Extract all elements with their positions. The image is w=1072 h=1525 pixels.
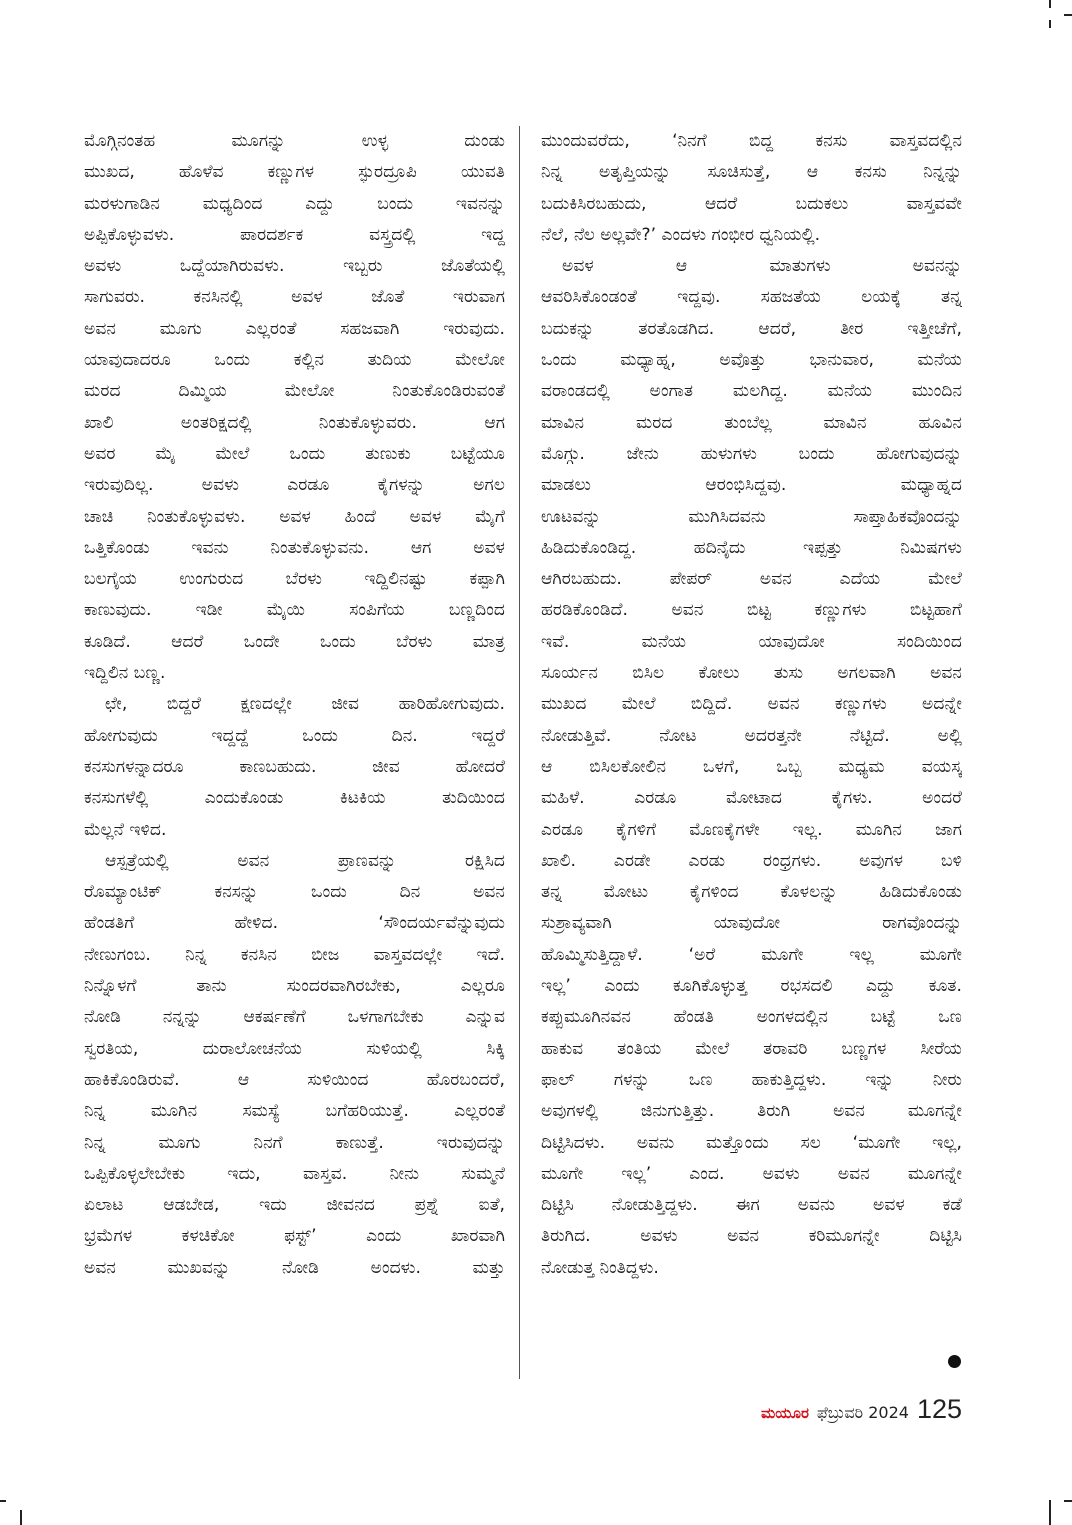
text-line: ಮರಳುಗಾಡಿನ ಮಧ್ಯದಿಂದ ಎದ್ದು ಬಂದು ಇವನನ್ನು: [84, 193, 505, 214]
text-line: ಮೂಗೇ ಇಲ್ಲ’ ಎಂದ. ಅವಳು ಅವನ ಮೂಗನ್ನೇ: [541, 1163, 962, 1184]
text-line: ಬದುಕನ್ನು ತರತೊಡಗಿದ. ಆದರೆ, ತೀರ ಇತ್ತೀಚೆಗೆ,: [541, 318, 962, 339]
text-line: ಅವಳು ಒದ್ದೆಯಾಗಿರುವಳು. ಇಬ್ಬರು ಜೊತೆಯಲ್ಲಿ: [84, 256, 505, 277]
column-divider: [519, 126, 520, 1379]
text-line: ಮಾವಿನ ಮರದ ತುಂಬೆಲ್ಲ ಮಾವಿನ ಹೂವಿನ: [541, 412, 962, 433]
text-line: ಅವನ ಮೂಗು ಎಲ್ಲರಂತೆ ಸಹಜವಾಗಿ ಇರುವುದು.: [84, 318, 505, 339]
text-line: ಸಾಗುವರು. ಕನಸಿನಲ್ಲಿ ಅವಳ ಜೊತೆ ಇರುವಾಗ: [84, 287, 505, 308]
text-line: ವರಾಂಡದಲ್ಲಿ ಅಂಗಾತ ಮಲಗಿದ್ದ. ಮನೆಯ ಮುಂದಿನ: [541, 381, 962, 402]
crop-mark: [1064, 14, 1072, 16]
text-line: ಮಾಡಲು ಆರಂಭಿಸಿದ್ದವು. ಮಧ್ಯಾಹ್ನದ: [541, 475, 962, 496]
text-line: ಅವರ ಮೈ ಮೇಲೆ ಒಂದು ತುಣುಕು ಬಟ್ಟೆಯೂ: [84, 443, 505, 464]
end-of-story-bullet: [948, 1355, 961, 1368]
text-line: ಮುಂದುವರೆದು, ‘ನಿನಗೆ ಬಿದ್ದ ಕನಸು ವಾಸ್ತವದಲ್ಲಿನ: [541, 131, 962, 151]
right-text-column: [541, 126, 962, 1284]
text-line: ನಿನ್ನೊಳಗೆ ತಾನು ಸುಂದರವಾಗಿರಬೇಕು, ಎಲ್ಲರೂ: [84, 976, 505, 997]
text-line: ಸೂರ್ಯನ ಬಿಸಿಲ ಕೋಲು ತುಸು ಅಗಲವಾಗಿ ಅವನ: [541, 663, 962, 684]
crop-mark: [20, 1510, 22, 1525]
text-line: ಆಸ್ಪತ್ರೆಯಲ್ಲಿ ಅವನ ಪ್ರಾಣವನ್ನು ರಕ್ಷಿಸಿದ: [105, 850, 505, 871]
text-line: ಅವಳ ಆ ಮಾತುಗಳು ಅವನನ್ನು: [562, 256, 962, 277]
text-line: ಹಾಕುವ ತಂತಿಯ ಮೇಲೆ ತರಾವರಿ ಬಣ್ಣಗಳ ಸೀರೆಯ: [541, 1038, 962, 1059]
text-line: ನಿನ್ನ ಅತೃಪ್ತಿಯನ್ನು ಸೂಚಿಸುತ್ತೆ, ಆ ಕನಸು ನಿನ್ನನ್ನು: [541, 162, 962, 183]
text-line: ಒತ್ತಿಕೊಂಡು ಇವನು ನಿಂತುಕೊಳ್ಳುವನು. ಆಗ ಅವಳ: [84, 537, 505, 558]
text-line: ಸ್ವರತಿಯ, ದುರಾಲೋಚನೆಯ ಸುಳಿಯಲ್ಲಿ ಸಿಕ್ಕಿ: [84, 1038, 505, 1059]
text-line: ನಿನ್ನ ಮೂಗಿನ ಸಮಸ್ಯೆ ಬಗೆಹರಿಯುತ್ತೆ. ಎಲ್ಲರಂತೆ: [84, 1101, 505, 1122]
left-text-column: [84, 126, 505, 1284]
text-line: ನೆಲೆ, ನೆಲ ಅಲ್ಲವೇ?’ ಎಂದಳು ಗಂಭೀರ ಧ್ವನಿಯಲ್ಲಿ.: [541, 224, 821, 245]
text-line: ಹರಡಿಕೊಂಡಿದೆ. ಅವನ ಬಿಟ್ಟ ಕಣ್ಣುಗಳು ಬಿಟ್ಟಹಾಗೆ: [541, 600, 962, 621]
text-line: ತಿರುಗಿದ. ಅವಳು ಅವನ ಕರಿಮೂಗನ್ನೇ ದಿಟ್ಟಿಸಿ: [541, 1226, 962, 1247]
text-line: ಒಂದು ಮಧ್ಯಾಹ್ನ, ಅವೊತ್ತು ಭಾನುವಾರ, ಮನೆಯ: [541, 350, 962, 371]
text-line: ಕನಸುಗಳೆಲ್ಲಿ ಎಂದುಕೊಂಡು ಕಿಟಕಿಯ ತುದಿಯಿಂದ: [84, 788, 505, 809]
crop-mark: [0, 1500, 6, 1502]
crop-mark: [1049, 0, 1051, 8]
crop-mark: [1049, 1500, 1051, 1525]
text-line: ತನ್ನ ಮೋಟು ಕೈಗಳಿಂದ ಕೊಳಲನ್ನು ಹಿಡಿದುಕೊಂಡು: [541, 882, 962, 903]
text-line: ಮುಖದ, ಹೊಳೆವ ಕಣ್ಣುಗಳ ಸ್ಫುರದ್ರೂಪಿ ಯುವತಿ: [84, 162, 505, 183]
text-line: ಛೇ, ಬಿದ್ದರೆ ಕ್ಷಣದಲ್ಲೇ ಜೀವ ಹಾರಿಹೋಗುವುದು.: [105, 694, 505, 715]
text-line: ಫಾಲ್ ಗಳನ್ನು ಒಣ ಹಾಕುತ್ತಿದ್ದಳು. ಇನ್ನು ನೀರು: [541, 1069, 962, 1090]
crop-mark: [1064, 1500, 1072, 1502]
text-line: ಮೊಗ್ಗು. ಜೇನು ಹುಳುಗಳು ಬಂದು ಹೋಗುವುದನ್ನು: [541, 443, 962, 464]
text-line: ನಿನ್ನ ಮೂಗು ನಿನಗೆ ಕಾಣುತ್ತೆ. ಇರುವುದನ್ನು: [84, 1132, 505, 1153]
text-line: ನೋಡಿ ನನ್ನನ್ನು ಆಕರ್ಷಣೆಗೆ ಒಳಗಾಗಬೇಕು ಎನ್ನುವ: [84, 1007, 505, 1028]
crop-mark: [1049, 20, 1051, 28]
text-line: ನೋಡುತ್ತಿವೆ. ನೋಟ ಅದರತ್ತನೇ ನೆಟ್ಟಿದೆ. ಅಲ್ಲಿ: [541, 725, 962, 746]
magazine-logo: ಮಯೂರ: [761, 1404, 809, 1422]
text-line: ನೇಣುಗಂಬ. ನಿನ್ನ ಕನಸಿನ ಬೀಜ ವಾಸ್ತವದಲ್ಲೇ ಇದೆ.: [84, 944, 505, 965]
text-line: ಹಾಕಿಕೊಂಡಿರುವೆ. ಆ ಸುಳಿಯಿಂದ ಹೊರಬಂದರೆ,: [84, 1069, 505, 1090]
text-line: ಆವರಿಸಿಕೊಂಡಂತೆ ಇದ್ದವು. ಸಹಜತೆಯ ಲಯಕ್ಕೆ ತನ್ನ: [541, 287, 962, 308]
issue-date: ಫೆಬ್ರುವರಿ 2024: [816, 1403, 909, 1422]
text-line: ದಿಟ್ಟಿಸಿದಳು. ಅವನು ಮತ್ತೊಂದು ಸಲ ‘ಮೂಗೇ ಇಲ್ಲ,: [541, 1132, 962, 1153]
text-line: ಹೋಗುವುದು ಇದ್ದದ್ದೆ ಒಂದು ದಿನ. ಇದ್ದರೆ: [84, 725, 505, 746]
text-line: ಹಿಡಿದುಕೊಂಡಿದ್ದ. ಹದಿನೈದು ಇಪ್ಪತ್ತು ನಿಮಿಷಗಳು: [541, 537, 962, 558]
text-line: ಖಾಲಿ. ಎರಡೇ ಎರಡು ರಂಧ್ರಗಳು. ಅವುಗಳ ಬಳಿ: [541, 850, 962, 871]
text-line: ಏಲಾಟ ಆಡಬೇಡ, ಇದು ಜೀವನದ ಪ್ರಶ್ನೆ ಐತೆ,: [84, 1195, 505, 1216]
text-line: ರೊಮ್ಯಾಂಟಿಕ್ ಕನಸನ್ನು ಒಂದು ದಿನ ಅವನ: [84, 882, 505, 903]
text-line: ಮೆಲ್ಲನೆ ಇಳಿದ.: [84, 819, 167, 840]
text-line: ಖಾಲಿ ಅಂತರಿಕ್ಷದಲ್ಲಿ ನಿಂತುಕೊಳ್ಳುವರು. ಆಗ: [84, 412, 505, 433]
text-line: ಒಪ್ಪಿಕೊಳ್ಳಲೇಬೇಕು ಇದು, ವಾಸ್ತವ. ನೀನು ಸುಮ್ಮನೆ: [84, 1163, 505, 1184]
page-footer: [761, 1394, 962, 1425]
text-line: ಅವನ ಮುಖವನ್ನು ನೋಡಿ ಅಂದಳು. ಮತ್ತು: [84, 1257, 505, 1278]
text-line: ಸುಶ್ರಾವ್ಯವಾಗಿ ಯಾವುದೋ ರಾಗವೊಂದನ್ನು: [541, 913, 962, 934]
text-line: ದಿಟ್ಟಿಸಿ ನೋಡುತ್ತಿದ್ದಳು. ಈಗ ಅವನು ಅವಳ ಕಡೆ: [541, 1195, 962, 1216]
page-number: 125: [916, 1394, 962, 1424]
text-line: ಕನಸುಗಳನ್ನಾದರೂ ಕಾಣಬಹುದು. ಜೀವ ಹೋದರೆ: [84, 756, 505, 777]
text-line: ಕಾಣುವುದು. ಇಡೀ ಮೈಯಿ ಸಂಪಿಗೆಯ ಬಣ್ಣದಿಂದ: [84, 600, 505, 621]
text-line: ಮೊಗ್ಗಿನಂತಹ ಮೂಗನ್ನು ಉಳ್ಳ ದುಂಡು: [84, 131, 505, 151]
text-line: ಮಹಿಳೆ. ಎರಡೂ ಮೋಟಾದ ಕೈಗಳು. ಅಂದರೆ: [541, 788, 962, 809]
text-line: ಯಾವುದಾದರೂ ಒಂದು ಕಲ್ಲಿನ ತುದಿಯ ಮೇಲೋ: [84, 350, 505, 371]
text-line: ಅಪ್ಪಿಕೊಳ್ಳುವಳು. ಪಾರದರ್ಶಕ ವಸ್ತ್ರದಲ್ಲಿ ಇದ್ದ: [84, 224, 505, 245]
text-line: ಹೆಂಡತಿಗೆ ಹೇಳಿದ. ‘ಸೌಂದರ್ಯವೆನ್ನುವುದು: [84, 913, 505, 934]
text-line: ಆಗಿರಬಹುದು. ಪೇಪರ್ ಅವನ ಎದೆಯ ಮೇಲೆ: [541, 569, 962, 590]
text-line: ಬಲಗೈಯ ಉಂಗುರುದ ಬೆರಳು ಇದ್ದಿಲಿನಷ್ಟು ಕಪ್ಪಾಗಿ: [84, 569, 505, 590]
text-line: ಹೊಮ್ಮಿಸುತ್ತಿದ್ದಾಳೆ. ‘ಅರೆ ಮೂಗೇ ಇಲ್ಲ ಮೂಗೇ: [541, 944, 962, 965]
text-line: ಅವುಗಳಲ್ಲಿ ಜಿನುಗುತ್ತಿತ್ತು. ತಿರುಗಿ ಅವನ ಮೂಗನ್ನೇ: [541, 1101, 962, 1122]
text-line: ಮರದ ದಿಮ್ಮಿಯ ಮೇಲೋ ನಿಂತುಕೊಂಡಿರುವಂತೆ: [84, 381, 505, 402]
text-line: ಮುಖದ ಮೇಲೆ ಬಿದ್ದಿದೆ. ಅವನ ಕಣ್ಣುಗಳು ಅದನ್ನೇ: [541, 694, 962, 715]
text-line: ಎರಡೂ ಕೈಗಳಿಗೆ ಮೊಣಕೈಗಳೇ ಇಲ್ಲ. ಮೂಗಿನ ಜಾಗ: [541, 819, 962, 840]
text-line: ಬದುಕಿಸಿರಬಹುದು, ಆದರೆ ಬದುಕಲು ವಾಸ್ತವವೇ: [541, 193, 962, 214]
text-line: ನೋಡುತ್ತ ನಿಂತಿದ್ದಳು.: [541, 1257, 659, 1278]
text-line: ಇವೆ. ಮನೆಯ ಯಾವುದೋ ಸಂದಿಯಿಂದ: [541, 631, 962, 652]
text-line: ಚಾಚಿ ನಿಂತುಕೊಳ್ಳುವಳು. ಅವಳ ಹಿಂದೆ ಅವಳ ಮೈಗೆ: [84, 506, 505, 527]
text-line: ಕಪ್ಪುಮೂಗಿನವನ ಹೆಂಡತಿ ಅಂಗಳದಲ್ಲಿನ ಬಟ್ಟೆ ಒಣ: [541, 1007, 962, 1028]
text-line: ಕೂಡಿದೆ. ಆದರೆ ಒಂದೇ ಒಂದು ಬೆರಳು ಮಾತ್ರ: [84, 631, 505, 652]
text-line: ಇರುವುದಿಲ್ಲ. ಅವಳು ಎರಡೂ ಕೈಗಳನ್ನು ಅಗಲ: [84, 475, 505, 496]
text-line: ಇದ್ದಿಲಿನ ಬಣ್ಣ.: [84, 663, 166, 684]
text-line: ಭ್ರಮೆಗಳ ಕಳಚಿಕೋ ಫಸ್ಟ್’ ಎಂದು ಖಾರವಾಗಿ: [84, 1226, 505, 1247]
text-line: ಇಲ್ಲ’ ಎಂದು ಕೂಗಿಕೊಳ್ಳುತ್ತ ರಭಸದಲಿ ಎದ್ದು ಕೂತ.: [541, 976, 962, 997]
text-line: ಊಟವನ್ನು ಮುಗಿಸಿದವನು ಸಾಪ್ತಾಹಿಕವೊಂದನ್ನು: [541, 506, 962, 527]
text-line: ಆ ಬಿಸಿಲಕೋಲಿನ ಒಳಗೆ, ಒಬ್ಬ ಮಧ್ಯಮ ವಯಸ್ಕ: [541, 756, 962, 777]
